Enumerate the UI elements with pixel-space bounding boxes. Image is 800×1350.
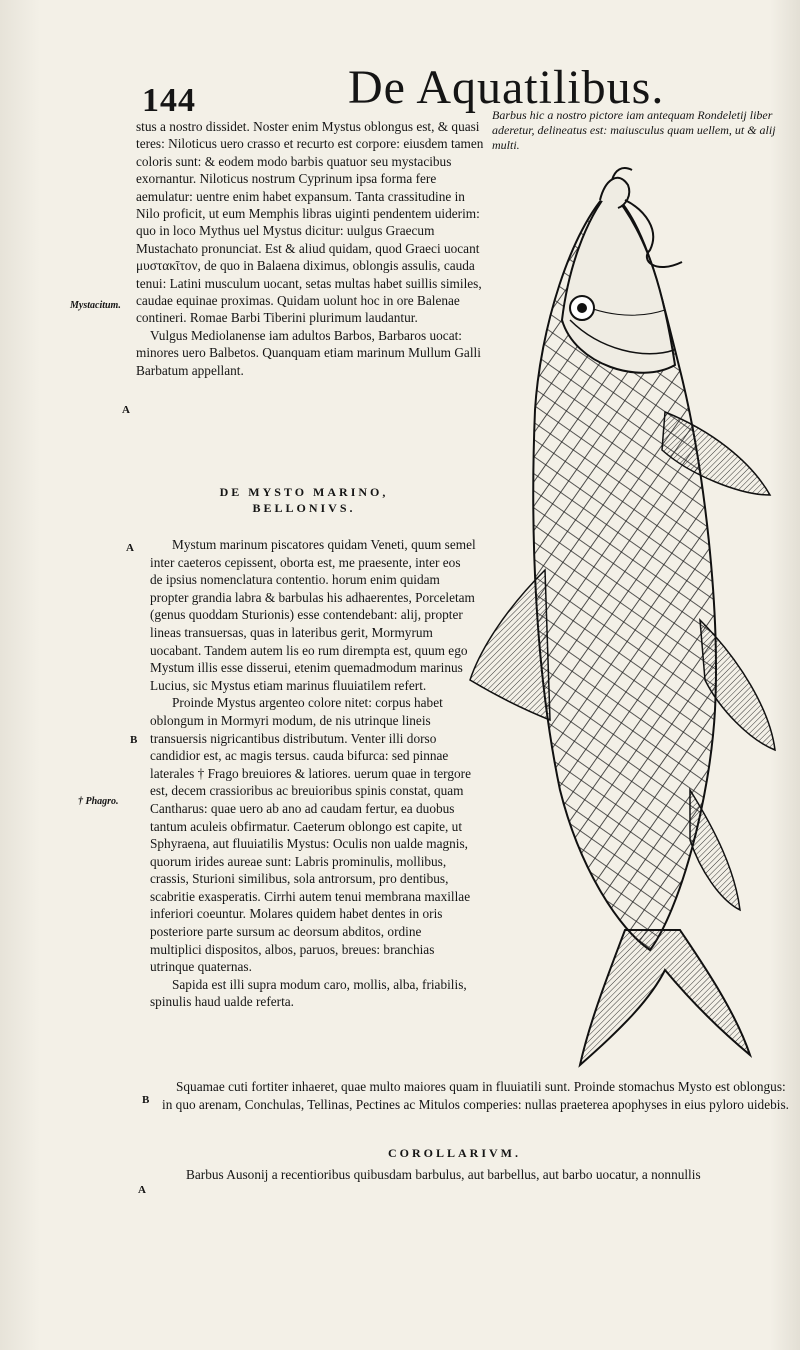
paragraph-squamae: Squamae cuti fortiter inhaeret, quae multo maiores quam in fluuiatili sunt. Proinde stomachus Mysto est oblongus: in quo arenam, Conchulas, Tellinas, Pectines ac Mitulos comperies: nullas praeterea apophyses in eius pyloro uidebis.: [162, 1079, 789, 1112]
fish-head: [562, 190, 675, 373]
margin-note-phagro: † Phagro.: [78, 796, 119, 807]
paragraph-sapida: Sapida est illi supra modum caro, mollis, alba, friabilis, spinulis haud ualde referta.: [150, 976, 467, 1010]
fish-tail: [580, 930, 750, 1065]
margin-letter-a-3: A: [138, 1184, 146, 1196]
margin-letter-a-2: A: [126, 542, 134, 554]
margin-letter-b: B: [130, 734, 138, 746]
paragraph-proinde-mystus: Proinde Mystus argenteo colore nitet: corpus habet oblongum in Mormyri modum, de nis utrinque lineis transuersis nigricantibus distributum. Venter illi dorso candidior est, ac magis tersus. cauda bifurca: sed pinnae laterales † Frago breuiores & latiores. uerum quae in tergore est, decem crassioribus ac breuioribus spinis constat, quam Cantharus: quae uero ab ano ad caudam fertur, ea duobus tantum aculeis obfirmatur. Caeterum oblongo est capite, ut Sphyraena, aut fluuiatilis Mystus: Oculis non ualde magnis, quorum irides aureae sunt: Labris prominulis, mollibus, crassis, Sturioni similibus, sola antrorsum, pro dentibus, scabritie exasperatis. Cirrhi autem tenui membrana maxillae inferiori coeuntur. Molares quidem habet dentes in oris posteriore parte sursum ac deorsum abditos, ordine multiplici dispositos, albos, paruos, breues: branchias utrinque quaternas.: [150, 695, 471, 975]
illustration-caption: Barbus hic a nostro pictore iam antequam Rondeletij liber aderetur, delineatus est: maiusculus quam uellem, ut & alij multi.: [492, 108, 776, 152]
column-text-1: [136, 118, 486, 379]
anal-fin: [690, 790, 740, 910]
section-heading: [184, 484, 424, 516]
dorsal-fin: [470, 570, 550, 720]
section-heading-line-2: BELLONIVS.: [252, 501, 356, 515]
column-text-2: [150, 536, 476, 1011]
corollary-heading: COROLLARIVM.: [388, 1146, 522, 1160]
margin-letter-a: A: [122, 404, 130, 416]
paragraph-mystum-marinum: Mystum marinum piscatores quidam Veneti, quum semel inter caeteros cepissent, oborta est, me praesente, inter eos de ipsius nomenclatura contentio. horum enim quidam propter grandia labra & barbulas his adhaerentes, Porceletam (genus quoddam Sturionis) esse contendebant: alij, propter lineas transuersas, quas in lateribus gerit, Mormyrum uocabant. Tandem autem lis eo rum dirempta est, quum ego Mystum illis esse disserui, etenim quemadmodum marinus Lucius, sic Mystus etiam marinus fluuiatilem refert.: [150, 537, 476, 693]
barbel-fish-woodcut: [450, 150, 790, 1070]
paragraph-vulgus: Vulgus Mediolanense iam adultos Barbos, Barbaros uocat: minores uero Balbetos. Quanquam etiam marinum Mullum Galli Barbatum appellant.: [136, 327, 481, 378]
running-title: De Aquatilibus.: [348, 61, 665, 114]
corollary-line: Barbus Ausonij a recentioribus quibusdam barbulus, aut barbellus, aut barbo uocatur, a nonnullis: [186, 1167, 701, 1182]
section-heading-line-1: DE MYSTO MARINO,: [219, 485, 389, 499]
margin-note-mystacitum: Mystacitum.: [70, 300, 121, 311]
page-number: 144: [142, 82, 196, 119]
paragraph-niloticus: stus a nostro dissidet. Noster enim Mystus oblongus est, & quasi teres: Niloticus uero crasso et recurto est corpore: eiusdem tamen coloris sunt: & eodem modo barbis quatuor seu mystacibus exornantur. Niloticus nostrum Cyprinum ipsa forma fere aemulatur: uentre enim habet expansum. Tanta crassitudine in Nilo proficit, ut eum Memphis libras uiginti pendentem uiderim: quo in loco Mythus uel Mystus dicitur: uulgus Graecum Mustachato pronunciat. Est & aliud quidam, quod Graeci uocant μυστακῖτον, de quo in Balaena diximus, oblongis assulis, cauda tenui: Latini musculum uocant, setas multas habet suillis similes, caudae equinae proximas. Quidam uolunt hoc in ore Balenae contineri. Romae Barbi Tiberini plurimum laudantur.: [136, 119, 484, 326]
margin-letter-b-2: B: [142, 1094, 150, 1106]
